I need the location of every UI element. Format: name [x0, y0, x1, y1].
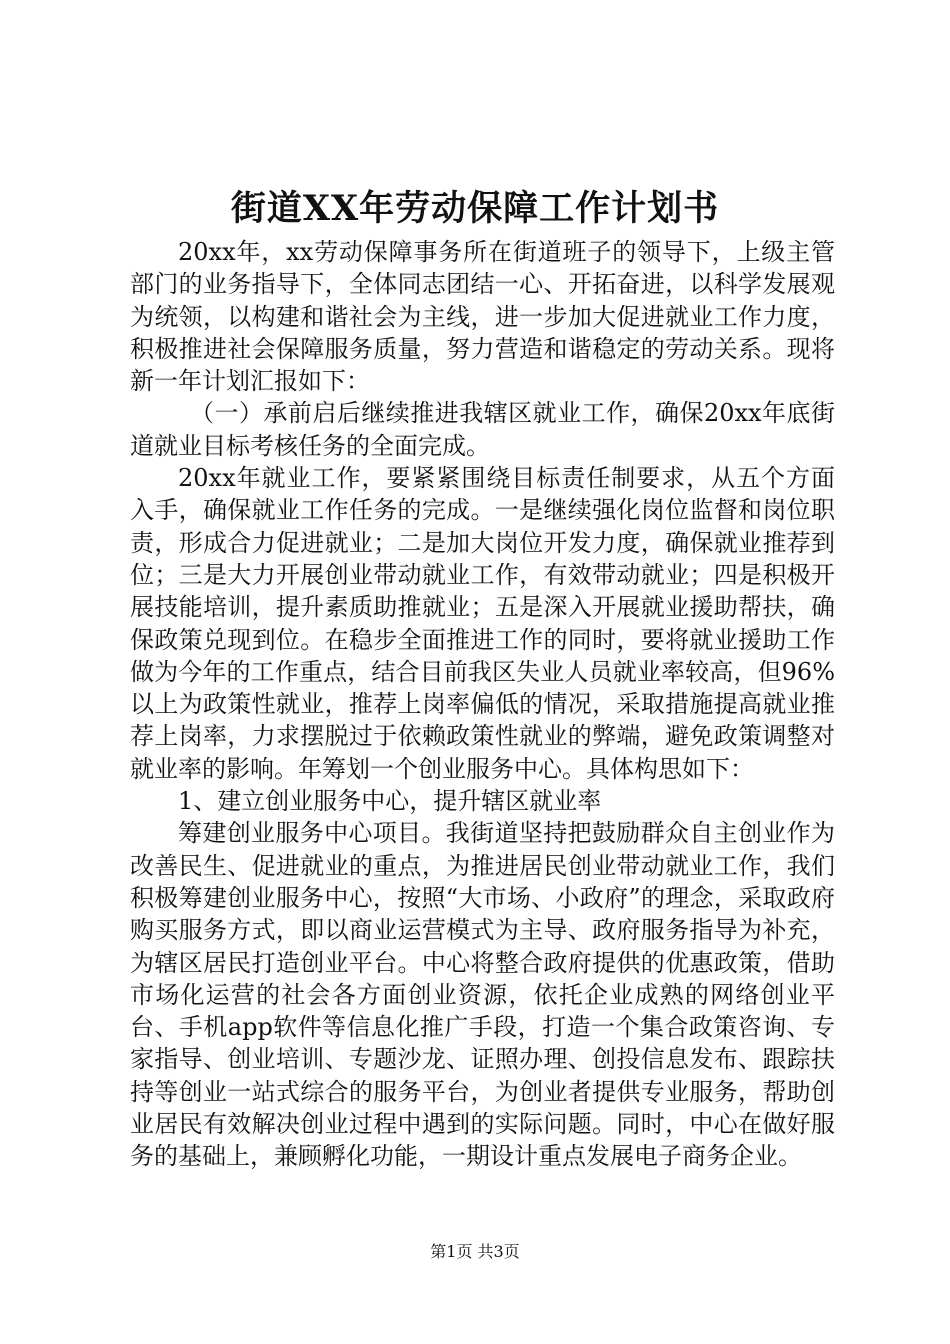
subheading-1: 1、建立创业服务中心，提升辖区就业率 [178, 787, 602, 816]
service-center-paragraph: 筹建创业服务中心项目。我街道坚持把鼓励群众自主创业作为改善民生、促进就业的重点，为推进居民创业带动就业工作，我们积极筹建创业服务中心，按照“大市场、小政府”的理念，采取政府购买服务方式，即以商业运营模式为主导、政府服务指导为补充，为辖区居民打造创业平台。中心将整合政府提供的优惠政策，借助市场化运营的社会各方面创业资源，依托企业成熟的网络创业平台、手机app软件等信息化推广手段，打造一个集合政策咨询、专家指导、创业培训、专题沙龙、证照办理、创投信息发布、跟踪扶持等创业一站式综合的服务平台，为创业者提供专业服务，帮助创业居民有效解决创业过程中遇到的实际问题。同时，中心在做好服务的基础上，兼顾孵化功能，一期设计重点发展电子商务企业。 [130, 819, 835, 1171]
page-number: 第1页 共3页 [430, 1242, 520, 1261]
intro-paragraph: 20xx年，xx劳动保障事务所在街道班子的领导下，上级主管部门的业务指导下，全体同志团结一心、开拓奋进，以科学发展观为统领，以构建和谐社会为主线，进一步加大促进就业工作力度，积极推进社会保障服务质量，努力营造和谐稳定的劳动关系。现将新一年计划汇报如下： [130, 238, 835, 396]
document-body [130, 236, 835, 1173]
employment-paragraph: 20xx年就业工作，要紧紧围绕目标责任制要求，从五个方面入手，确保就业工作任务的完成。一是继续强化岗位监督和岗位职责，形成合力促进就业；二是加大岗位开发力度，确保就业推荐到位；三是大力开展创业带动就业工作，有效带动就业；四是积极开展技能培训，提升素质助推就业；五是深入开展就业援助帮扶，确保政策兑现到位。在稳步全面推进工作的同时，要将就业援助工作做为今年的工作重点，结合目前我区失业人员就业率较高，但96%以上为政策性就业，推荐上岗率偏低的情况，采取措施提高就业推荐上岗率，力求摆脱过于依赖政策性就业的弊端，避免政策调整对就业率的影响。年筹划一个创业服务中心。具体构思如下： [130, 464, 835, 783]
section-heading-1: （一）承前启后继续推进我辖区就业工作，确保20xx年底街道就业目标考核任务的全面完成。 [130, 399, 835, 460]
document-title: 街道XX年劳动保障工作计划书 [230, 188, 720, 229]
